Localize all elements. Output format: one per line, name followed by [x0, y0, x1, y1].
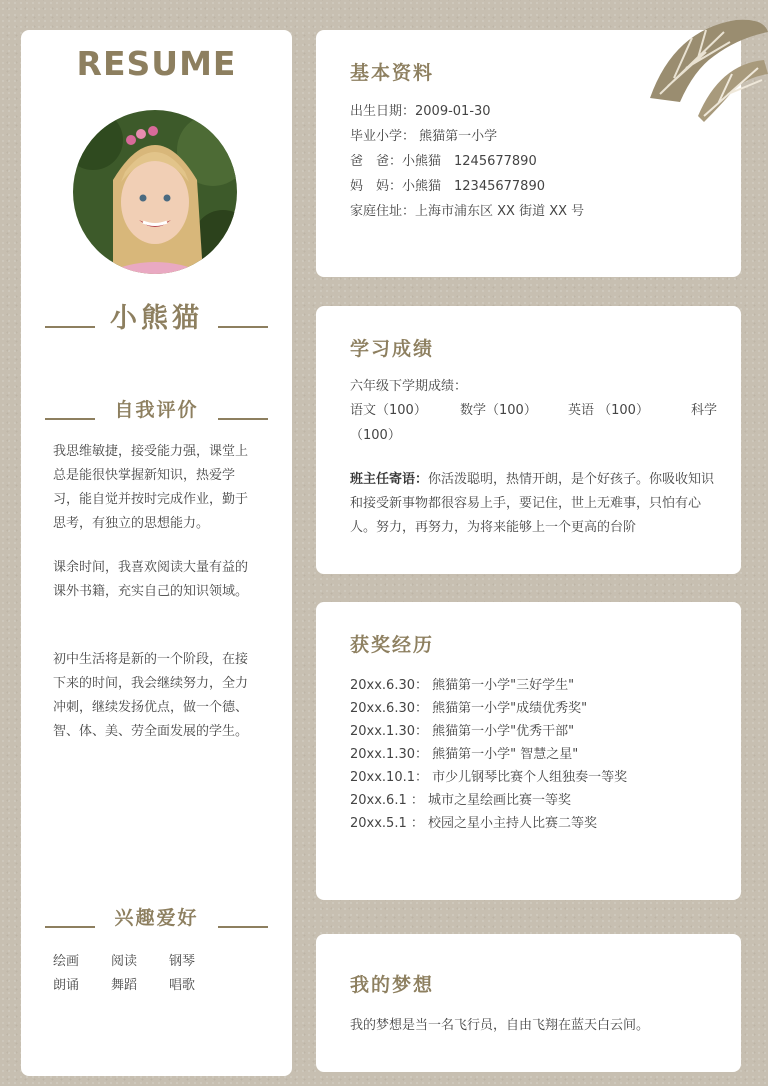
- leaf-decoration-icon: [640, 12, 768, 124]
- student-name: 小熊猫: [110, 303, 203, 334]
- self-eval-paragraph: 初中生活将是新的一个阶段，在接下来的时间，我会继续努力，全力冲刺，继续发扬优点，做一个德、智、体、美、劳全面发展的学生。: [53, 652, 249, 739]
- hobby-item: 阅读: [111, 954, 138, 969]
- subjects-row: [350, 398, 717, 423]
- self-eval-title: 自我评价: [114, 399, 199, 421]
- hobby-item: 朗诵: [53, 978, 80, 993]
- subject-science: 科学: [690, 403, 717, 418]
- term-label: 六年级下学期成绩：: [350, 379, 468, 394]
- award-item: 20xx.1.30： 熊猫第一小学"优秀干部": [350, 724, 575, 739]
- award-item: 20xx.10.1： 市少儿钢琴比赛个人组独奏一等奖: [350, 770, 628, 785]
- primary-school: 毕业小学： 熊猫第一小学: [350, 129, 498, 144]
- grades-card: [316, 306, 741, 574]
- self-eval-paragraph: 课余时间，我喜欢阅读大量有益的课外书籍，充实自己的知识领域。: [53, 560, 249, 599]
- science-score: （100）: [350, 428, 401, 443]
- award-item: 20xx.6.1 ： 城市之星绘画比赛一等奖: [350, 793, 572, 808]
- dream-text: 我的梦想是当一名飞行员，自由飞翔在蓝天白云间。: [350, 1018, 650, 1033]
- self-eval-heading: [21, 392, 292, 432]
- self-eval-paragraph: 我思维敏捷，接受能力强，课堂上总是能很快掌握新知识，热爱学习，能自觉并按时完成作业，勤于思考，有独立的思想能力。: [53, 444, 249, 531]
- divider-line: [218, 418, 268, 420]
- divider-line: [218, 926, 268, 928]
- hobby-item: 绘画: [53, 954, 80, 969]
- awards-title: 获奖经历: [350, 634, 435, 656]
- profile-photo: [73, 110, 237, 274]
- awards-card: [316, 602, 741, 900]
- father-info: 爸 爸：小熊猫 1245677890: [350, 154, 537, 169]
- hobbies-title: 兴趣爱好: [114, 907, 199, 929]
- mother-info: 妈 妈：小熊猫 12345677890: [350, 179, 545, 194]
- grades-title: 学习成绩: [350, 338, 435, 360]
- hobby-item: 舞蹈: [111, 978, 138, 993]
- subject-chinese: 语文（100）: [350, 403, 427, 418]
- teacher-comment-label: 班主任寄语：: [350, 472, 429, 487]
- teacher-comment: [350, 468, 717, 548]
- teacher-comment-text: 你活泼聪明，热情开朗，是个好孩子。你吸收知识和接受新事物都很容易上手，要记住，世上无难事，只怕有心人。努力，再努力，为将来能够上一个更高的台阶: [350, 472, 715, 535]
- home-address: 家庭住址：上海市浦东区 XX 街道 XX 号: [350, 204, 585, 219]
- birth-date: 出生日期：2009-01-30: [350, 104, 491, 119]
- dream-title: 我的梦想: [350, 974, 435, 996]
- subject-math: 数学（100）: [460, 403, 537, 418]
- left-profile-card: [21, 30, 292, 1076]
- hobby-item: 唱歌: [169, 978, 196, 993]
- divider-line: [218, 326, 268, 328]
- award-item: 20xx.5.1 ： 校园之星小主持人比赛二等奖: [350, 816, 598, 831]
- basic-info-title: 基本资料: [350, 62, 435, 84]
- award-item: 20xx.1.30： 熊猫第一小学" 智慧之星": [350, 747, 579, 762]
- name-heading: [21, 296, 292, 336]
- hobby-item: 钢琴: [169, 954, 196, 969]
- hobbies-heading: [21, 900, 292, 940]
- subject-english: 英语 （100）: [568, 403, 649, 418]
- award-item: 20xx.6.30： 熊猫第一小学"成绩优秀奖": [350, 701, 588, 716]
- resume-title: RESUME: [76, 44, 237, 83]
- dream-card: [316, 934, 741, 1072]
- award-item: 20xx.6.30： 熊猫第一小学"三好学生": [350, 678, 575, 693]
